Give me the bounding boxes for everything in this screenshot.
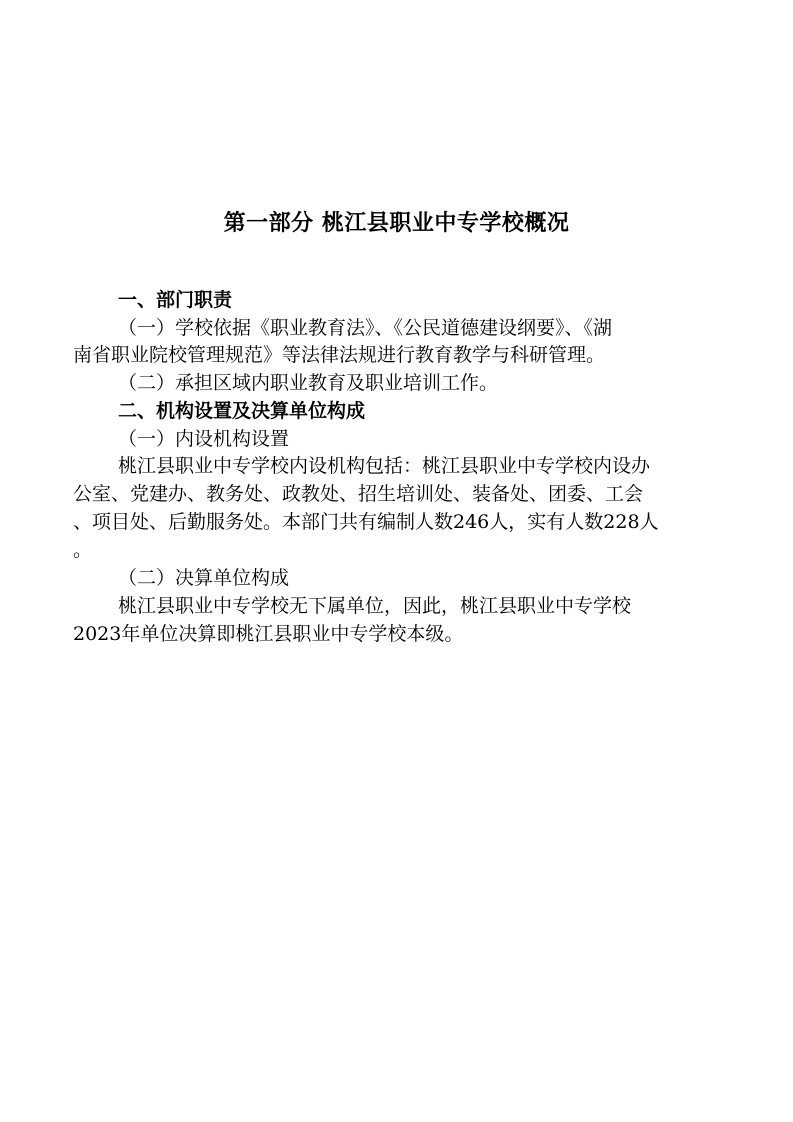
- budget-paragraph-line-1: 桃江县职业中专学校无下属单位，因此，桃江县职业中专学校: [118, 595, 632, 617]
- duty-item-2: （二）承担区域内职业教育及职业培训工作。: [118, 372, 499, 394]
- budget-paragraph-line-2: 2023年单位决算即桃江县职业中专学校本级。: [73, 623, 464, 645]
- structure-paragraph-line-3: 、项目处、后勤服务处。本部门共有编制人数246人，实有人数228人: [73, 511, 659, 533]
- structure-paragraph-line-4: 。: [73, 539, 93, 561]
- subheading-budget-units: （二）决算单位构成: [118, 567, 290, 589]
- subheading-internal-structure: （一）内设机构设置: [118, 428, 290, 450]
- duty-item-1-line-1: （一）学校依据《职业教育法》、《公民道德建设纲要》、《湖: [118, 317, 613, 339]
- section-heading-duties: 一、部门职责: [118, 289, 233, 311]
- structure-paragraph-line-2: 公室、党建办、教务处、政教处、招生培训处、装备处、团委、工会: [73, 483, 644, 505]
- section-heading-structure: 二、机构设置及决算单位构成: [118, 400, 366, 422]
- page-title: 第一部分 桃江县职业中专学校概况: [223, 211, 570, 236]
- structure-paragraph-line-1: 桃江县职业中专学校内设机构包括：桃江县职业中专学校内设办: [118, 455, 651, 477]
- duty-item-1-line-2: 南省职业院校管理规范》等法律法规进行教育教学与科研管理。: [73, 344, 606, 366]
